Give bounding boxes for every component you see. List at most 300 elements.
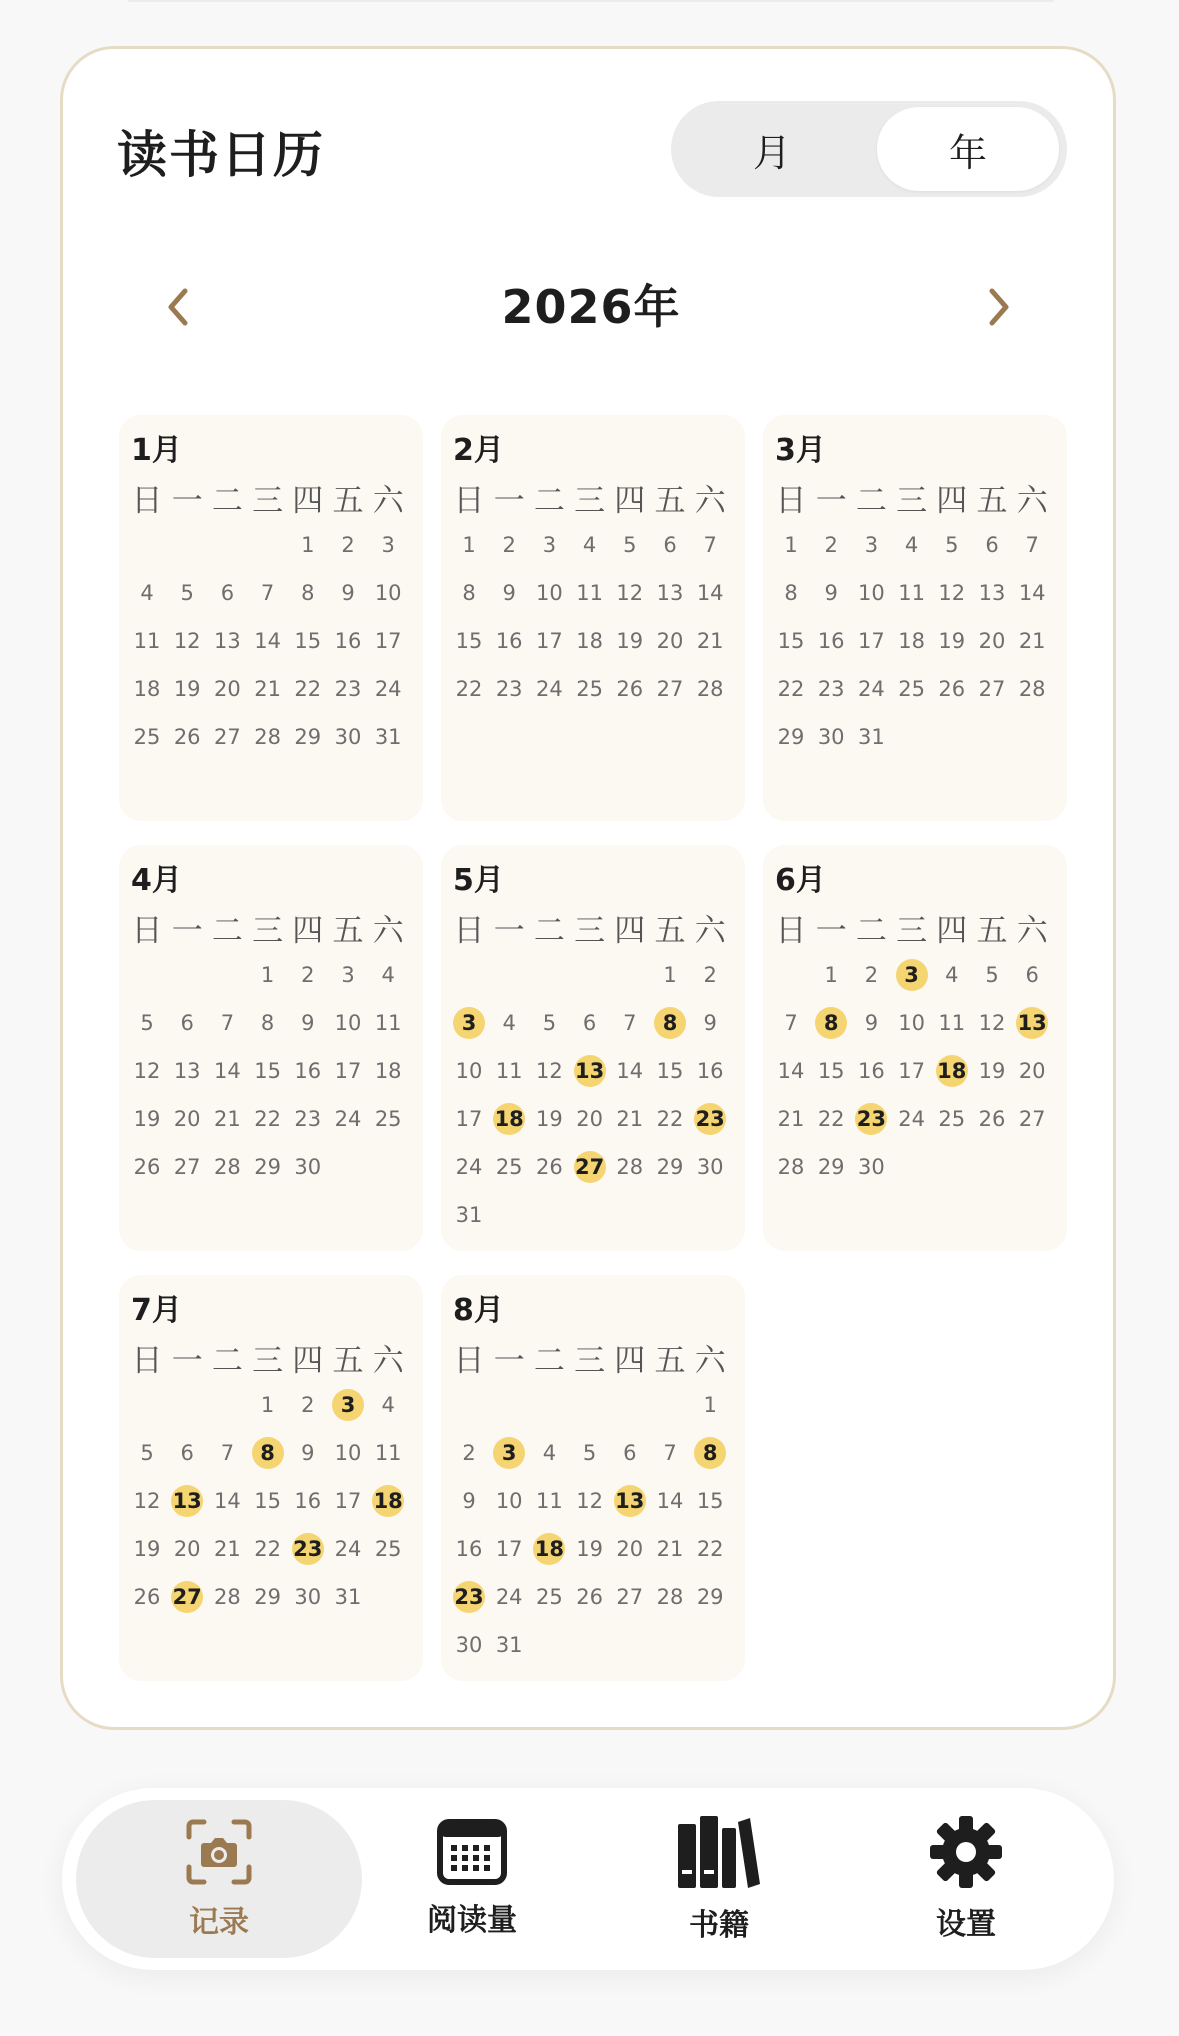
calendar-day[interactable]: 4 [542, 1441, 557, 1465]
calendar-day[interactable]: 2 [301, 1393, 315, 1417]
calendar-day[interactable]: 22 [294, 677, 322, 701]
calendar-day[interactable]: 25 [898, 677, 925, 701]
calendar-day[interactable]: 27 [1018, 1107, 1046, 1131]
weekday-label: 六 [372, 913, 404, 949]
calendar-day[interactable]: 12 [616, 581, 644, 605]
calendar-day[interactable]: 21 [656, 1537, 684, 1561]
calendar-day[interactable]: 26 [978, 1107, 1006, 1131]
books-icon [676, 1814, 762, 1890]
calendar-day[interactable]: 30 [294, 1585, 322, 1609]
calendar-day[interactable]: 14 [777, 1059, 805, 1083]
calendar-day[interactable] [167, 1579, 207, 1615]
calendar-day[interactable]: 25 [374, 1107, 402, 1131]
calendar-day[interactable]: 21 [1018, 629, 1046, 653]
camera-icon [184, 1817, 254, 1887]
calendar-day[interactable]: 4 [502, 1011, 516, 1035]
calendar-day[interactable]: 29 [656, 1155, 684, 1179]
calendar-day[interactable]: 15 [455, 629, 483, 653]
calendar-day[interactable]: 28 [254, 725, 281, 749]
calendar-day[interactable]: 1 [301, 533, 315, 557]
calendar-day[interactable]: 7 [703, 533, 717, 557]
calendar-day[interactable]: 2 [864, 963, 879, 987]
calendar-day[interactable]: 19 [173, 677, 201, 701]
calendar-day[interactable] [851, 1101, 891, 1137]
calendar-day[interactable]: 24 [536, 677, 563, 701]
calendar-day[interactable]: 23 [334, 677, 362, 701]
calendar-day[interactable]: 29 [254, 1585, 281, 1609]
year-label: 2026年 [501, 280, 681, 334]
month-name: 4月 [131, 863, 182, 898]
calendar-day[interactable]: 12 [938, 581, 966, 605]
calendar-day[interactable]: 20 [978, 629, 1006, 653]
calendar-day[interactable]: 5 [623, 533, 637, 557]
calendar-day[interactable]: 3 [381, 533, 395, 557]
calendar-day[interactable]: 10 [455, 1059, 483, 1083]
calendar-day[interactable]: 11 [133, 629, 161, 653]
calendar-day[interactable]: 28 [656, 1585, 684, 1609]
calendar-day[interactable]: 24 [334, 1537, 362, 1561]
calendar-day[interactable]: 6 [180, 1011, 194, 1035]
calendar-day[interactable]: 4 [381, 1393, 395, 1417]
calendar-day[interactable]: 18 [133, 677, 161, 701]
calendar-day[interactable]: 6 [985, 533, 999, 557]
calendar-day[interactable]: 19 [616, 629, 644, 653]
calendar-day[interactable]: 1 [663, 963, 677, 987]
calendar-day[interactable]: 30 [334, 725, 362, 749]
calendar-day[interactable]: 3 [864, 533, 879, 557]
calendar-day[interactable]: 14 [254, 629, 281, 653]
calendar-day[interactable] [932, 1053, 972, 1089]
calendar-day[interactable]: 16 [294, 1489, 322, 1513]
calendar-day[interactable]: 25 [374, 1537, 402, 1561]
calendar-day[interactable]: 24 [858, 677, 885, 701]
calendar-day[interactable]: 17 [334, 1489, 362, 1513]
calendar-day[interactable] [892, 957, 932, 993]
weekday-label: 一 [171, 1343, 203, 1379]
calendar-day[interactable]: 9 [703, 1011, 717, 1035]
calendar-day[interactable]: 2 [341, 533, 355, 557]
month-grid [63, 49, 1113, 1727]
calendar-day[interactable]: 20 [576, 1107, 603, 1131]
reading-day-marker: 8 [252, 1437, 284, 1469]
calendar-day[interactable]: 1 [784, 533, 798, 557]
reading-day-marker: 23 [694, 1103, 726, 1135]
calendar-day[interactable]: 17 [858, 629, 885, 653]
calendar-day[interactable]: 12 [978, 1011, 1006, 1035]
calendar-day[interactable]: 16 [495, 629, 523, 653]
weekday-label: 五 [654, 913, 686, 949]
calendar-day[interactable]: 6 [623, 1441, 637, 1465]
calendar-day[interactable]: 24 [455, 1155, 483, 1179]
calendar-day[interactable]: 19 [536, 1107, 563, 1131]
calendar-day[interactable]: 24 [334, 1107, 362, 1131]
weekday-label: 四 [292, 913, 324, 949]
calendar-day[interactable]: 22 [455, 677, 483, 701]
calendar-day[interactable]: 15 [656, 1059, 684, 1083]
calendar-day[interactable]: 28 [1018, 677, 1046, 701]
calendar-day[interactable]: 4 [140, 581, 154, 605]
calendar-day[interactable]: 15 [817, 1059, 845, 1083]
month-name: 5月 [453, 863, 504, 898]
calendar-day[interactable] [690, 1101, 730, 1137]
calendar-day[interactable]: 6 [582, 1011, 597, 1035]
calendar-day[interactable]: 7 [663, 1441, 677, 1465]
weekday-label: 三 [896, 913, 928, 949]
weekday-header [449, 1335, 737, 1379]
calendar-day[interactable]: 11 [374, 1011, 402, 1035]
calendar-day[interactable]: 7 [220, 1011, 235, 1035]
tab-books-label: 书籍 [689, 1908, 749, 1943]
calendar-day[interactable]: 10 [495, 1489, 523, 1513]
calendar-day[interactable]: 10 [334, 1441, 362, 1465]
calendar-day[interactable]: 26 [173, 725, 201, 749]
calendar-day[interactable]: 28 [214, 1585, 241, 1609]
calendar-day[interactable]: 31 [334, 1585, 362, 1609]
calendar-day[interactable]: 4 [582, 533, 597, 557]
weekday-label: 三 [896, 483, 928, 519]
reading-day-marker: 23 [855, 1103, 887, 1135]
month-card [763, 415, 1067, 821]
calendar-day[interactable] [610, 1483, 650, 1519]
reading-day-marker: 8 [654, 1007, 686, 1039]
calendar-day[interactable]: 16 [334, 629, 362, 653]
calendar-day[interactable]: 6 [220, 581, 235, 605]
view-toggle-month[interactable]: 月 [752, 130, 791, 175]
calendar-day[interactable]: 21 [777, 1107, 805, 1131]
weekday-label: 四 [614, 1343, 646, 1379]
tab-record[interactable] [76, 1800, 362, 1958]
weekday-label: 日 [131, 1343, 163, 1379]
calendar-day[interactable]: 22 [254, 1537, 281, 1561]
calendar-day[interactable]: 9 [462, 1489, 476, 1513]
calendar-day[interactable]: 26 [133, 1585, 161, 1609]
tab-reading-volume-label: 阅读量 [427, 1903, 517, 1938]
weekday-label: 五 [654, 1343, 686, 1379]
calendar-day[interactable]: 26 [576, 1585, 603, 1609]
calendar-day[interactable]: 10 [898, 1011, 925, 1035]
calendar-day[interactable]: 21 [254, 677, 281, 701]
calendar-day[interactable]: 11 [536, 1489, 563, 1513]
calendar-day[interactable]: 16 [455, 1537, 483, 1561]
calendar-day[interactable]: 17 [495, 1537, 523, 1561]
tab-books[interactable] [599, 1800, 839, 1958]
calendar-day[interactable]: 4 [945, 963, 959, 987]
weekday-label: 三 [252, 1343, 284, 1379]
calendar-day[interactable]: 1 [824, 963, 838, 987]
weekday-label: 一 [815, 913, 847, 949]
calendar-day[interactable]: 24 [898, 1107, 925, 1131]
calendar-day[interactable]: 13 [656, 581, 684, 605]
calendar-day[interactable] [1012, 1005, 1052, 1041]
reading-day-marker: 18 [493, 1103, 525, 1135]
calendar-day[interactable]: 11 [938, 1011, 966, 1035]
calendar-day[interactable]: 16 [817, 629, 845, 653]
weekday-label: 一 [171, 483, 203, 519]
calendar-day[interactable]: 30 [294, 1155, 322, 1179]
month-name: 8月 [453, 1293, 504, 1328]
calendar-day[interactable]: 23 [495, 677, 523, 701]
calendar-day[interactable]: 9 [824, 581, 838, 605]
calendar-day[interactable]: 22 [817, 1107, 845, 1131]
calendar-day[interactable]: 25 [133, 725, 161, 749]
calendar-day[interactable]: 7 [220, 1441, 235, 1465]
calendar-day[interactable]: 26 [938, 677, 966, 701]
calendar-day[interactable]: 15 [777, 629, 805, 653]
calendar-day[interactable]: 31 [455, 1203, 483, 1227]
calendar-day[interactable]: 24 [374, 677, 402, 701]
calendar-day[interactable]: 8 [260, 1011, 275, 1035]
calendar-day[interactable]: 7 [260, 581, 275, 605]
calendar-day[interactable]: 9 [864, 1011, 879, 1035]
calendar-day[interactable]: 6 [180, 1441, 194, 1465]
calendar-day[interactable]: 11 [495, 1059, 523, 1083]
calendar-day[interactable]: 15 [254, 1489, 281, 1513]
calendar-day[interactable]: 10 [334, 1011, 362, 1035]
calendar-day[interactable]: 1 [260, 963, 275, 987]
calendar-day[interactable]: 5 [945, 533, 959, 557]
calendar-day[interactable]: 4 [381, 963, 395, 987]
calendar-day[interactable]: 5 [542, 1011, 557, 1035]
calendar-day[interactable]: 23 [817, 677, 845, 701]
calendar-day[interactable]: 23 [294, 1107, 322, 1131]
calendar-day[interactable]: 29 [294, 725, 322, 749]
calendar-day[interactable]: 5 [140, 1441, 154, 1465]
calendar-day[interactable]: 17 [536, 629, 563, 653]
weekday-label: 六 [1016, 913, 1048, 949]
calendar-day[interactable]: 26 [616, 677, 644, 701]
calendar-day[interactable]: 12 [133, 1059, 161, 1083]
calendar-day[interactable]: 10 [374, 581, 402, 605]
calendar-day[interactable]: 25 [495, 1155, 523, 1179]
calendar-day[interactable] [811, 1005, 851, 1041]
calendar-day[interactable] [570, 1053, 610, 1089]
calendar-day[interactable]: 13 [173, 1059, 201, 1083]
calendar-day[interactable]: 30 [455, 1633, 483, 1657]
calendar-day[interactable]: 29 [817, 1155, 845, 1179]
calendar-day[interactable] [529, 1531, 569, 1567]
calendar-day[interactable]: 10 [858, 581, 885, 605]
calendar-day[interactable]: 5 [140, 1011, 154, 1035]
calendar-day[interactable]: 4 [904, 533, 919, 557]
calendar-day[interactable]: 20 [656, 629, 684, 653]
weekday-label: 六 [694, 1343, 726, 1379]
calendar-day[interactable]: 31 [858, 725, 885, 749]
weekday-label: 四 [936, 913, 968, 949]
calendar-day[interactable]: 22 [254, 1107, 281, 1131]
calendar-day[interactable]: 29 [696, 1585, 724, 1609]
calendar-day[interactable] [368, 1483, 408, 1519]
calendar-day[interactable] [650, 1005, 690, 1041]
calendar-day[interactable]: 1 [703, 1393, 717, 1417]
calendar-day[interactable]: 21 [696, 629, 724, 653]
reading-day-marker: 3 [493, 1437, 525, 1469]
calendar-day[interactable]: 27 [656, 677, 684, 701]
calendar-day[interactable]: 28 [696, 677, 724, 701]
weekday-header [449, 905, 737, 949]
calendar-day[interactable]: 2 [462, 1441, 476, 1465]
calendar-day[interactable]: 16 [858, 1059, 885, 1083]
calendar-day[interactable]: 8 [462, 581, 476, 605]
calendar-day[interactable]: 12 [133, 1489, 161, 1513]
weekday-label: 日 [775, 483, 807, 519]
calendar-day[interactable]: 29 [254, 1155, 281, 1179]
calendar-day[interactable]: 12 [536, 1059, 563, 1083]
calendar-day[interactable]: 25 [938, 1107, 966, 1131]
calendar-day[interactable]: 5 [582, 1441, 597, 1465]
calendar-day[interactable]: 5 [985, 963, 999, 987]
calendar-day[interactable]: 6 [663, 533, 677, 557]
month-card [441, 415, 745, 821]
calendar-day[interactable]: 17 [455, 1107, 483, 1131]
calendar-day[interactable]: 2 [301, 963, 315, 987]
bottom-tab-bar [62, 1788, 1114, 1970]
calendar-day[interactable]: 27 [978, 677, 1006, 701]
calendar-day[interactable]: 21 [214, 1107, 241, 1131]
month-name: 2月 [453, 433, 504, 468]
month-name: 6月 [775, 863, 826, 898]
calendar-day[interactable]: 25 [536, 1585, 563, 1609]
calendar-day[interactable] [690, 1435, 730, 1471]
calendar-day[interactable]: 1 [260, 1393, 275, 1417]
calendar-day[interactable]: 2 [824, 533, 838, 557]
calendar-day[interactable]: 28 [777, 1155, 805, 1179]
calendar-day[interactable] [248, 1435, 288, 1471]
calendar-day[interactable]: 19 [133, 1537, 161, 1561]
weekday-label: 五 [654, 483, 686, 519]
page-title: 读书日历 [117, 126, 325, 184]
tab-settings[interactable] [846, 1800, 1086, 1958]
reading-day-marker: 13 [1016, 1007, 1048, 1039]
calendar-day[interactable]: 15 [294, 629, 322, 653]
calendar-day[interactable]: 2 [502, 533, 516, 557]
calendar-day[interactable]: 24 [495, 1585, 523, 1609]
calendar-day[interactable]: 19 [978, 1059, 1006, 1083]
calendar-day[interactable]: 12 [173, 629, 201, 653]
calendar-day[interactable]: 18 [374, 1059, 402, 1083]
calendar-day[interactable]: 13 [978, 581, 1006, 605]
calendar-day[interactable] [288, 1531, 328, 1567]
weekday-header [127, 905, 415, 949]
calendar-day[interactable]: 16 [696, 1059, 724, 1083]
calendar-day[interactable]: 31 [495, 1633, 523, 1657]
calendar-day[interactable]: 12 [576, 1489, 603, 1513]
weekday-label: 三 [252, 913, 284, 949]
calendar-day[interactable]: 19 [133, 1107, 161, 1131]
calendar-day[interactable]: 3 [341, 963, 355, 987]
calendar-day[interactable]: 14 [1018, 581, 1046, 605]
calendar-day[interactable]: 20 [214, 677, 241, 701]
calendar-day[interactable]: 17 [374, 629, 402, 653]
calendar-day[interactable]: 19 [938, 629, 966, 653]
calendar-day[interactable]: 21 [616, 1107, 644, 1131]
view-toggle-year[interactable]: 年 [877, 107, 1059, 191]
calendar-day[interactable]: 11 [898, 581, 925, 605]
calendar-day[interactable]: 7 [623, 1011, 637, 1035]
calendar-day[interactable]: 20 [616, 1537, 644, 1561]
calendar-day[interactable]: 20 [173, 1107, 201, 1131]
month-card [119, 415, 423, 821]
calendar-day[interactable] [489, 1101, 529, 1137]
calendar-day[interactable]: 14 [214, 1489, 241, 1513]
calendar-day[interactable]: 26 [536, 1155, 563, 1179]
calendar-day[interactable]: 6 [1025, 963, 1039, 987]
calendar-day[interactable]: 8 [784, 581, 798, 605]
month-card [441, 1275, 745, 1681]
calendar-day[interactable]: 17 [898, 1059, 925, 1083]
calendar-day[interactable]: 22 [656, 1107, 684, 1131]
calendar-day[interactable]: 27 [214, 725, 241, 749]
calendar-day[interactable]: 8 [301, 581, 315, 605]
calendar-day[interactable]: 29 [777, 725, 805, 749]
calendar-day[interactable]: 2 [703, 963, 717, 987]
tab-reading-volume[interactable] [352, 1800, 592, 1958]
calendar-day[interactable]: 27 [173, 1155, 201, 1179]
calendar-day[interactable]: 11 [576, 581, 603, 605]
calendar-day[interactable]: 13 [214, 629, 241, 653]
calendar-day[interactable]: 21 [214, 1537, 241, 1561]
calendar-day[interactable] [489, 1435, 529, 1471]
calendar-day[interactable]: 9 [301, 1011, 315, 1035]
calendar-day[interactable]: 26 [133, 1155, 161, 1179]
calendar-day[interactable]: 20 [173, 1537, 201, 1561]
weekday-label: 日 [131, 483, 163, 519]
calendar-day[interactable]: 1 [462, 533, 476, 557]
calendar-day[interactable]: 22 [777, 677, 805, 701]
reading-day-marker: 3 [453, 1007, 485, 1039]
calendar-day[interactable]: 3 [542, 533, 557, 557]
calendar-day[interactable]: 31 [374, 725, 402, 749]
calendar-day[interactable]: 25 [576, 677, 603, 701]
calendar-day[interactable]: 30 [817, 725, 845, 749]
calendar-day[interactable]: 14 [696, 581, 724, 605]
calendar-day[interactable]: 22 [696, 1537, 724, 1561]
calendar-day[interactable]: 9 [341, 581, 355, 605]
calendar-day[interactable]: 16 [294, 1059, 322, 1083]
weekday-label: 五 [332, 1343, 364, 1379]
calendar-day[interactable]: 14 [214, 1059, 241, 1083]
calendar-day[interactable]: 28 [214, 1155, 241, 1179]
calendar-day[interactable]: 18 [576, 629, 603, 653]
calendar-day[interactable]: 27 [616, 1585, 644, 1609]
calendar-day[interactable]: 14 [656, 1489, 684, 1513]
weekday-label: 三 [252, 483, 284, 519]
calendar-day[interactable]: 7 [784, 1011, 798, 1035]
calendar-day[interactable]: 10 [536, 581, 563, 605]
calendar-day[interactable]: 9 [301, 1441, 315, 1465]
calendar-day[interactable]: 11 [374, 1441, 402, 1465]
calendar-day[interactable]: 19 [576, 1537, 603, 1561]
calendar-day[interactable] [449, 1579, 489, 1615]
calendar-day[interactable]: 30 [858, 1155, 885, 1179]
calendar-day[interactable] [449, 1005, 489, 1041]
calendar-day[interactable]: 9 [502, 581, 516, 605]
calendar-day[interactable]: 18 [898, 629, 925, 653]
reading-day-marker: 18 [533, 1533, 565, 1565]
weekday-label: 五 [332, 483, 364, 519]
calendar-day[interactable] [570, 1149, 610, 1185]
calendar-day[interactable]: 7 [1025, 533, 1039, 557]
calendar-day[interactable]: 28 [616, 1155, 644, 1179]
calendar-day[interactable]: 15 [254, 1059, 281, 1083]
calendar-day[interactable]: 20 [1018, 1059, 1046, 1083]
calendar-day[interactable]: 15 [696, 1489, 724, 1513]
calendar-day[interactable]: 30 [696, 1155, 724, 1179]
calendar-day[interactable]: 17 [334, 1059, 362, 1083]
calendar-day[interactable] [328, 1387, 368, 1423]
calendar-day[interactable]: 5 [180, 581, 194, 605]
calendar-day[interactable] [167, 1483, 207, 1519]
calendar-day[interactable]: 14 [616, 1059, 644, 1083]
